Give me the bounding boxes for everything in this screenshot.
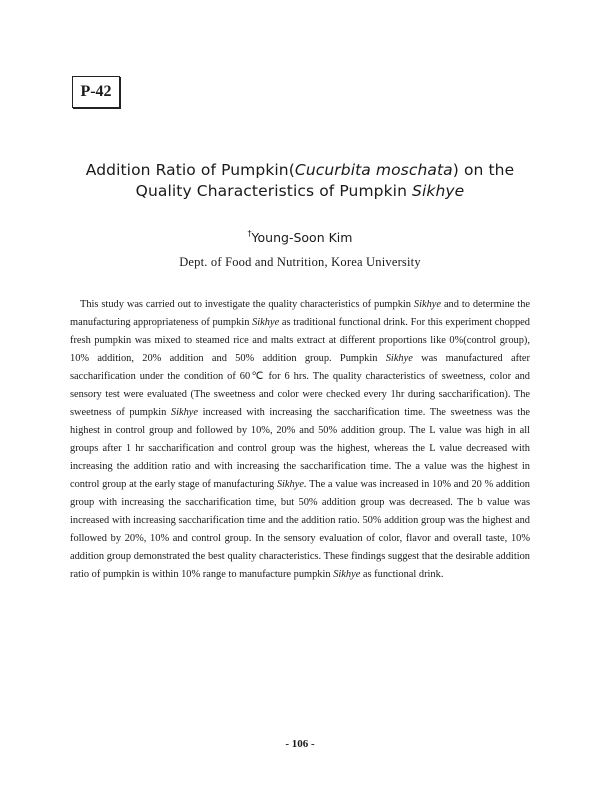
- page-number: - 106 -: [285, 738, 315, 750]
- title-line1-pre: Addition Ratio of Pumpkin(: [85, 161, 295, 179]
- abstract-italic-term: Sikhye.: [276, 479, 307, 490]
- abstract-italic-term: Sikhye: [170, 407, 198, 418]
- abstract-text-segment: was manufactured after saccharification under the condition of 60℃ for 6 hrs. The quality characteristics of sweetness, color and sensory test were evaluated (The sweetness and color were checked every 1hr during saccharification). The sweetness of pumpkin: [70, 353, 530, 418]
- abstract-text-segment: as traditional functional drink. For this experiment chopped fresh pumpkin was mixed to steamed rice and malts extract at different proportions like 0%(control group), 10% addition, 20% addition and 50% addition group. Pumpkin: [70, 317, 530, 364]
- author-name: Young-Soon Kim: [251, 230, 353, 245]
- abstract-italic-term: Sikhye: [413, 299, 442, 310]
- abstract-italic-term: Sikhye: [252, 317, 280, 328]
- author-mark: †: [247, 229, 252, 238]
- abstract-italic-term: Sikhye: [385, 353, 413, 364]
- abstract-text-segment: The a value was increased in 10% and 20 % addition group with increasing the saccharification time, but 50% addition group was decreased. The b value was increased with increasing saccharification time and the addition ratio. 50% addition group was the highest and followed by 20%, 10% and control group. In the sensory evaluation of color, flavor and overall taste, 10% addition group demonstrated the best quality characteristics. These findings suggest that the desirable addition ratio of pumpkin is within 10% range to manufacture pumpkin: [70, 479, 530, 580]
- title-line2-pre: Quality Characteristics of Pumpkin: [135, 182, 413, 200]
- abstract-text-segment: increased with increasing the saccharification time. The sweetness was the highest in control group and followed by 10%, 20% and 50% addition group. The L value was high in all groups after 1 hr saccharification and control group was the highest, whereas the L value decreased with increasing the addition ratio and with increasing the saccharification time. The a value was the highest in control group at the early stage of manufacturing: [70, 407, 531, 490]
- affiliation: Dept. of Food and Nutrition, Korea University: [179, 255, 421, 269]
- abstract-text-segment: This study was carried out to investigate the quality characteristics of pumpkin: [80, 299, 414, 310]
- title-line1-post: ) on the: [452, 161, 515, 179]
- presentation-code: P-42: [80, 83, 112, 100]
- abstract-text-segment: as functional drink.: [360, 569, 444, 580]
- presentation-code-box: [72, 76, 120, 108]
- title-line2-italic: Sikhye: [412, 182, 465, 200]
- author: [0, 230, 600, 245]
- paper-title: [40, 160, 560, 202]
- title-line1-italic: Cucurbita moschata: [294, 161, 453, 179]
- abstract-text-segment: and to determine the manufacturing appropriateness of pumpkin: [70, 299, 531, 328]
- abstract-italic-term: Sikhye: [333, 569, 361, 580]
- abstract-body: [70, 296, 530, 584]
